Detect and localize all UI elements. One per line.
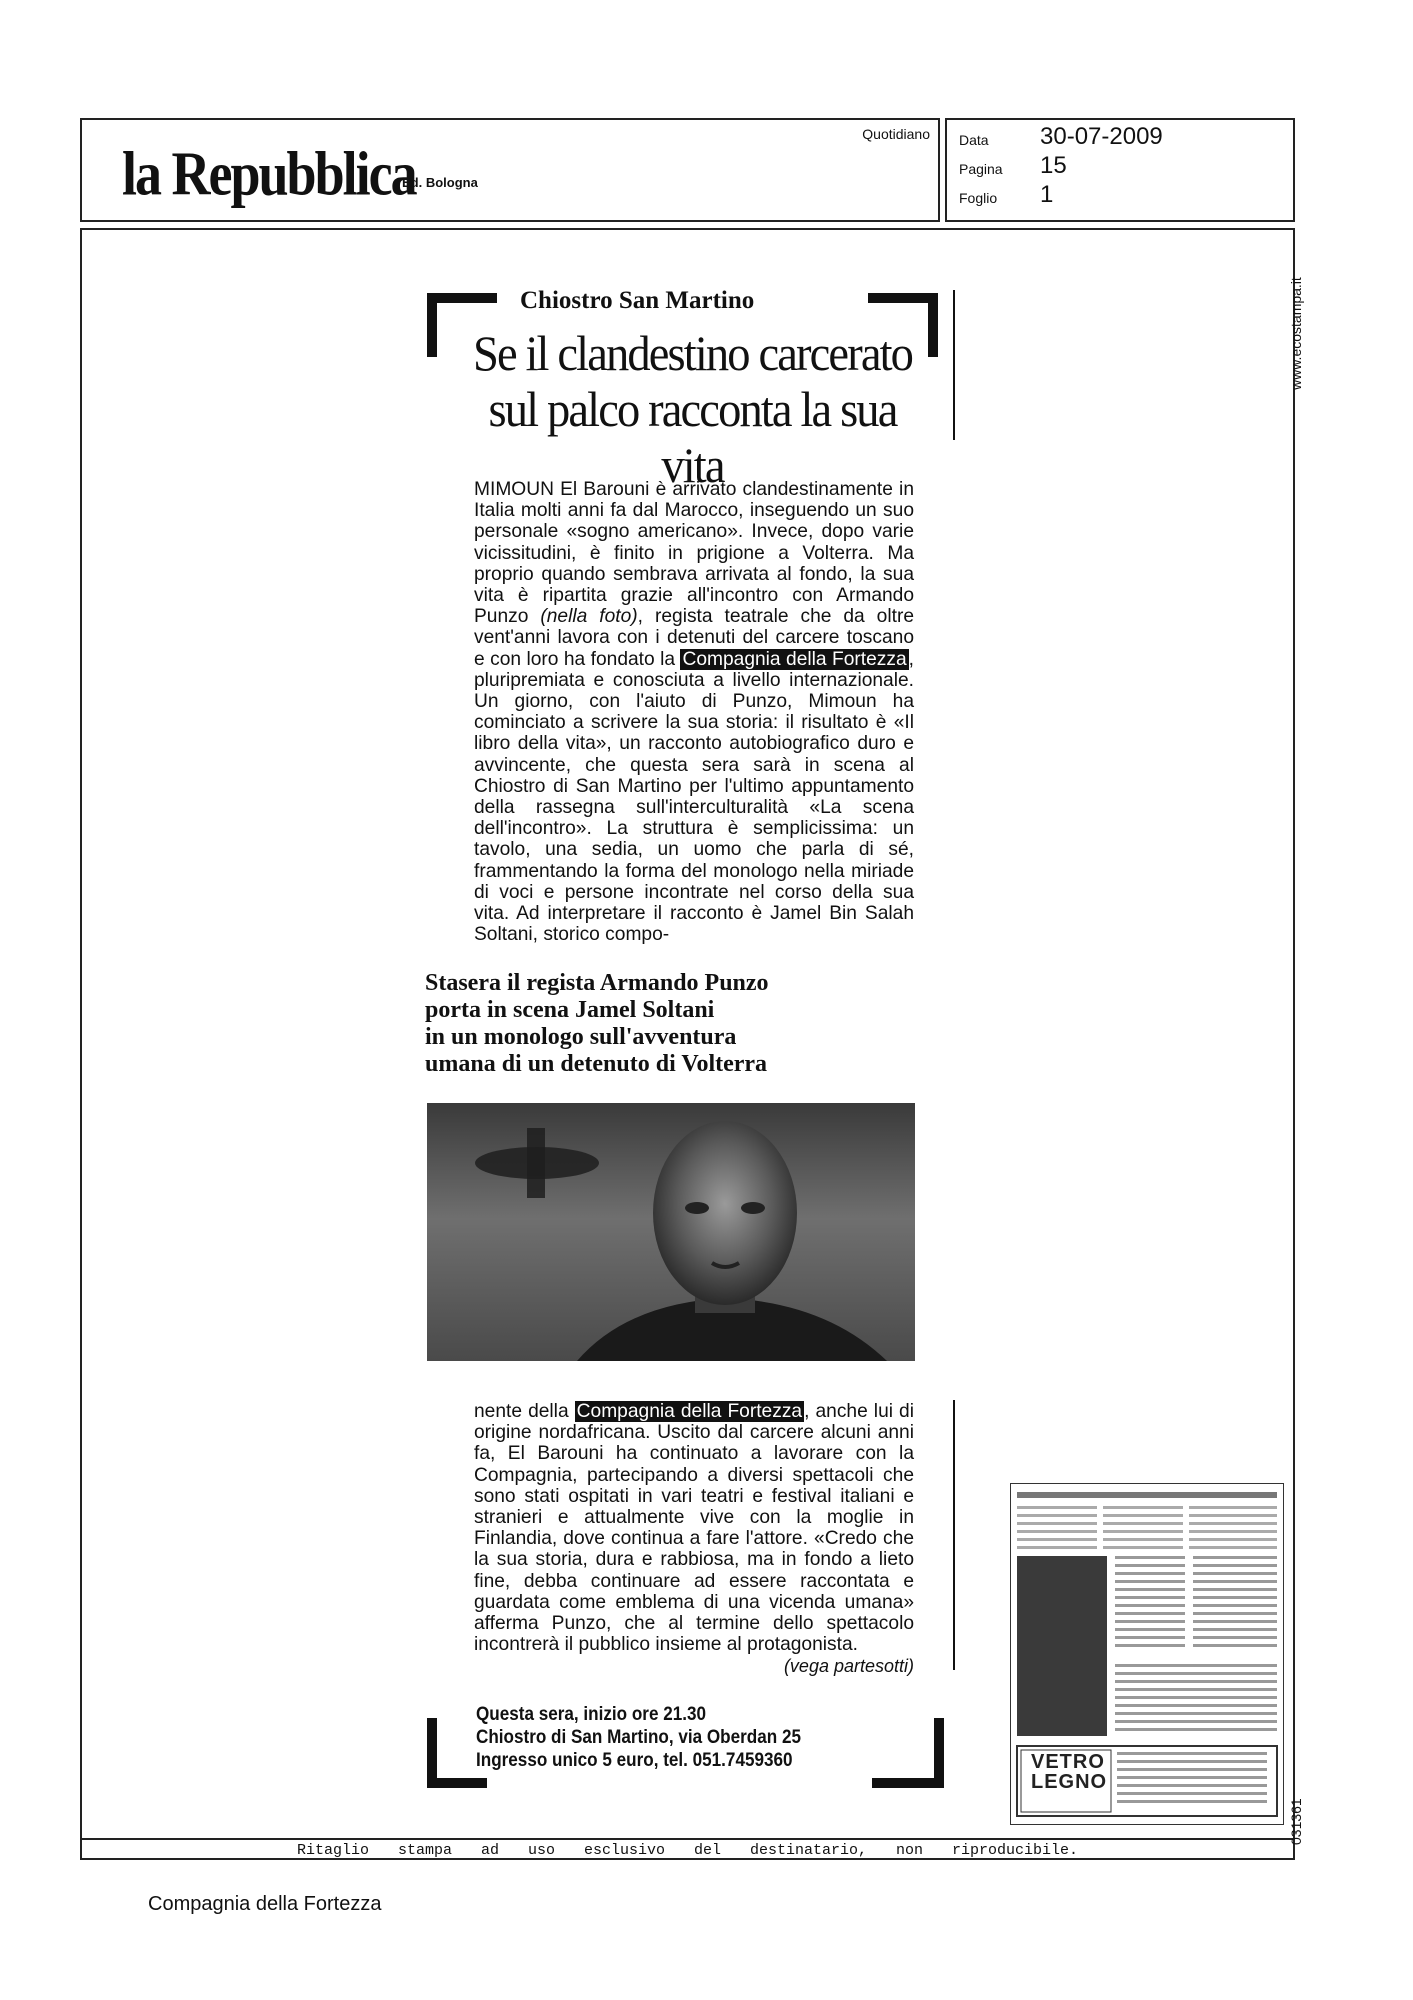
bottom-caption: Compagnia della Fortezza <box>148 1893 382 1915</box>
headline-line-1: Se il clandestino carcerato <box>472 325 913 381</box>
event-time: Questa sera, inizio ore 21.30 <box>476 1704 707 1725</box>
article-headline <box>462 325 922 493</box>
event-price: Ingresso unico 5 euro, tel. 051.7459360 <box>476 1750 793 1771</box>
headline-line-2: sul palco racconta la sua vita <box>488 381 897 493</box>
column-rule <box>953 1400 955 1670</box>
article-photo <box>427 1103 915 1361</box>
body-italic: (nella foto) <box>540 606 638 628</box>
article-body-part-2 <box>474 1401 914 1655</box>
pagina-label: Pagina <box>959 161 1003 177</box>
publication-type: Quotidiano <box>862 126 930 142</box>
body-text: MIMOUN El Barouni è arrivato clandestinamente in Italia molti anni fa dal Marocco, inseguendo un suo personale «sogno americano». Invece, dopo varie vicissitudini, è finito in prigione a Volterra. Ma proprio quando sembrava arrivata al fondo, la sua vita è ripartita grazie all'incontro con Armando Punzo <box>474 479 914 628</box>
subhead-line: Stasera il regista Armando Punzo <box>425 970 769 996</box>
pagina-value: 15 <box>1040 152 1067 179</box>
data-label: Data <box>959 132 989 148</box>
body-text: nente della <box>474 1401 575 1422</box>
body-text: , pluripremiata e conosciuta a livello internazionale. Un giorno, con l'aiuto di Punzo, Mimoun ha cominciato a scrivere la sua storia: il risultato è «Il libro della vita», un racconto autobiografico duro e avvincente, che questa sera sarà in scena al Chiostro di San Martino per l'ultimo appuntamento della rassegna sull'interculturalità «La scena dell'incontro». La struttura è semplicissima: un tavolo, una sedia, un uomo che parla di sé, frammentando la forma del monologo nella miriade di voci e persone incontrate nel corso della sua vita. Ad interpretare il racconto è Jamel Bin Salah Soltani, storico compo- <box>474 648 914 946</box>
ad-logo-line: VETRO <box>1031 1751 1105 1773</box>
clip-code: 031361 <box>1288 1798 1304 1845</box>
masthead-box <box>80 118 940 222</box>
subhead-line: in un monologo sull'avventura <box>425 1024 737 1050</box>
body-text: , regista teatrale che da oltre vent'anni lavora con i detenuti del carcere toscano e con loro ha fondato la <box>474 606 914 670</box>
disclaimer-text: Ritaglio stampa ad uso esclusivo del destinatario, non riproducibile. <box>296 1842 1079 1859</box>
ad-logo <box>1031 1752 1107 1792</box>
column-rule <box>953 290 955 440</box>
meta-box <box>945 118 1295 222</box>
foglio-label: Foglio <box>959 190 998 206</box>
subhead-line: umana di un detenuto di Volterra <box>425 1051 768 1077</box>
bracket-bottom-right <box>872 1718 944 1788</box>
article-kicker: Chiostro San Martino <box>520 287 755 314</box>
article-subhead <box>425 970 769 1078</box>
subhead-line: porta in scena Jamel Soltani <box>425 997 715 1023</box>
event-info <box>476 1703 801 1772</box>
event-venue: Chiostro di San Martino, via Oberdan 25 <box>476 1727 801 1748</box>
body-text: , anche lui di origine nordafricana. Uscito dal carcere alcuni anni fa, El Barouni ha continuato a lavorare con la Compagnia, partecipando a diversi spettacoli che sono stati ospitati in vari teatri e festival italiani e stranieri e attualmente vive con la moglie in Finlandia, dove continua a fare l'attore. «Credo che la sua storia, dura e rabbiosa, ma in fondo a lieto fine, debba continuare ad essere raccontata e guardata come emblema di una vicenda umana» afferma Punzo, che al termine dello spettacolo incontrerà il pubblico insieme al protagonista. <box>474 1401 914 1656</box>
highlight-company: Compagnia della Fortezza <box>682 648 907 670</box>
footer-strip <box>80 1838 1295 1860</box>
highlight-company: Compagnia della Fortezza <box>576 1401 803 1422</box>
article-body-part-1 <box>474 479 914 945</box>
data-value: 30-07-2009 <box>1040 123 1163 150</box>
ad-logo-line: LEGNO <box>1031 1771 1108 1793</box>
foglio-value: 1 <box>1040 181 1054 208</box>
article-signature: (vega partesotti) <box>783 1656 914 1676</box>
watermark-url: www.ecostampa.it <box>1288 277 1304 390</box>
portrait-photo <box>427 1103 915 1361</box>
page-thumbnail <box>1010 1483 1284 1825</box>
edition-label: Ed. Bologna <box>402 175 478 190</box>
masthead-logo: la Repubblica <box>122 139 416 209</box>
